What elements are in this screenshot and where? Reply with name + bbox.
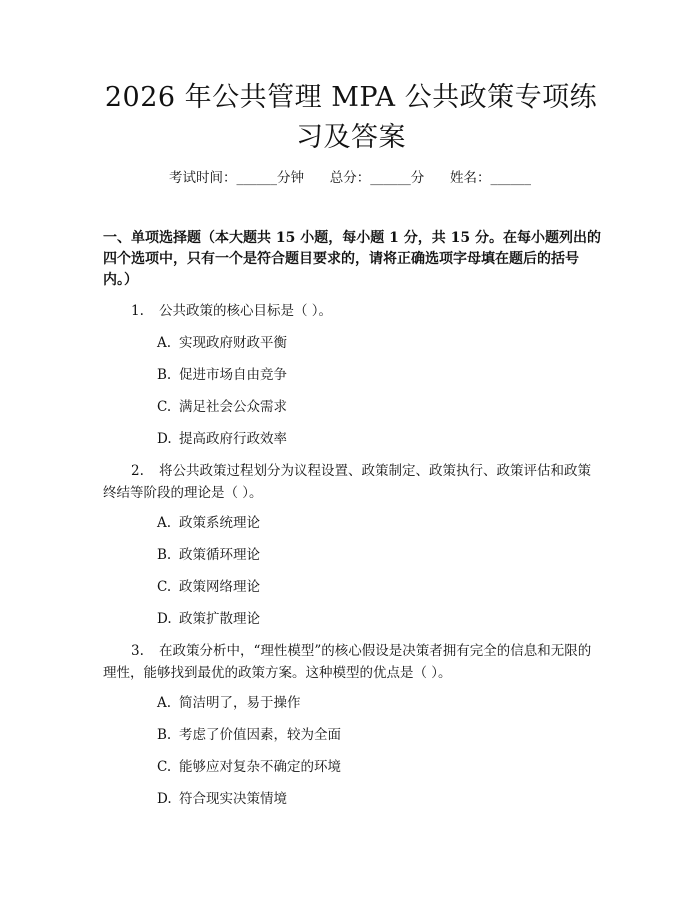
option-letter: C. xyxy=(157,579,172,595)
option-1b xyxy=(157,365,287,385)
option-3b xyxy=(157,725,341,745)
option-1c xyxy=(157,397,287,417)
document-title: 2026 年公共管理 MPA 公共政策专项练习及答案 xyxy=(104,82,598,153)
exam-info-line: 考试时间：______分钟 总分：______分 姓名：______ xyxy=(169,170,531,186)
section-heading: 一、单项选择题（本大题共 15 小题，每小题 1 分，共 15 分。在每小题列出的四个选项中，只有一个是符合题目要求的，请将正确选项字母填在题后的括号内。） xyxy=(103,230,601,288)
option-letter: D. xyxy=(157,791,172,807)
option-3c xyxy=(157,757,341,777)
option-letter: B. xyxy=(157,727,172,743)
question-number: 1. xyxy=(131,303,144,319)
option-text: 能够应对复杂不确定的环境 xyxy=(179,759,341,775)
option-2d xyxy=(157,609,260,629)
question-text: 在政策分析中，“理性模型”的核心假设是决策者拥有完全的信息和无限的理性，能够找到最优的政策方案。这种模型的优点是（ ）。 xyxy=(103,643,592,681)
option-text: 政策扩散理论 xyxy=(179,611,260,627)
option-2a xyxy=(157,513,260,533)
question-text: 公共政策的核心目标是（ ）。 xyxy=(159,303,333,319)
question-number: 3. xyxy=(131,643,144,659)
option-letter: A. xyxy=(157,695,172,711)
question-text: 将公共政策过程划分为议程设置、政策制定、政策执行、政策评估和政策终结等阶段的理论是（ ）。 xyxy=(103,463,591,501)
option-text: 政策网络理论 xyxy=(179,579,260,595)
option-letter: B. xyxy=(157,547,172,563)
option-text: 考虑了价值因素，较为全面 xyxy=(179,727,341,743)
option-1d xyxy=(157,429,287,449)
option-letter: D. xyxy=(157,611,172,627)
question-1 xyxy=(103,300,603,322)
option-text: 政策系统理论 xyxy=(179,515,260,531)
option-text: 政策循环理论 xyxy=(179,547,260,563)
option-text: 实现政府财政平衡 xyxy=(179,335,287,351)
question-3 xyxy=(103,640,603,684)
option-3a xyxy=(157,693,301,713)
question-number: 2. xyxy=(131,463,144,479)
option-2b xyxy=(157,545,260,565)
option-text: 符合现实决策情境 xyxy=(179,791,287,807)
option-text: 简洁明了，易于操作 xyxy=(179,695,301,711)
option-text: 提高政府行政效率 xyxy=(179,431,287,447)
option-letter: C. xyxy=(157,399,172,415)
option-letter: C. xyxy=(157,759,172,775)
option-letter: A. xyxy=(157,335,172,351)
option-2c xyxy=(157,577,260,597)
option-letter: A. xyxy=(157,515,172,531)
option-text: 促进市场自由竞争 xyxy=(179,367,287,383)
option-1a xyxy=(157,333,287,353)
option-text: 满足社会公众需求 xyxy=(179,399,287,415)
option-3d xyxy=(157,789,287,809)
option-letter: B. xyxy=(157,367,172,383)
question-2 xyxy=(103,460,603,504)
option-letter: D. xyxy=(157,431,172,447)
